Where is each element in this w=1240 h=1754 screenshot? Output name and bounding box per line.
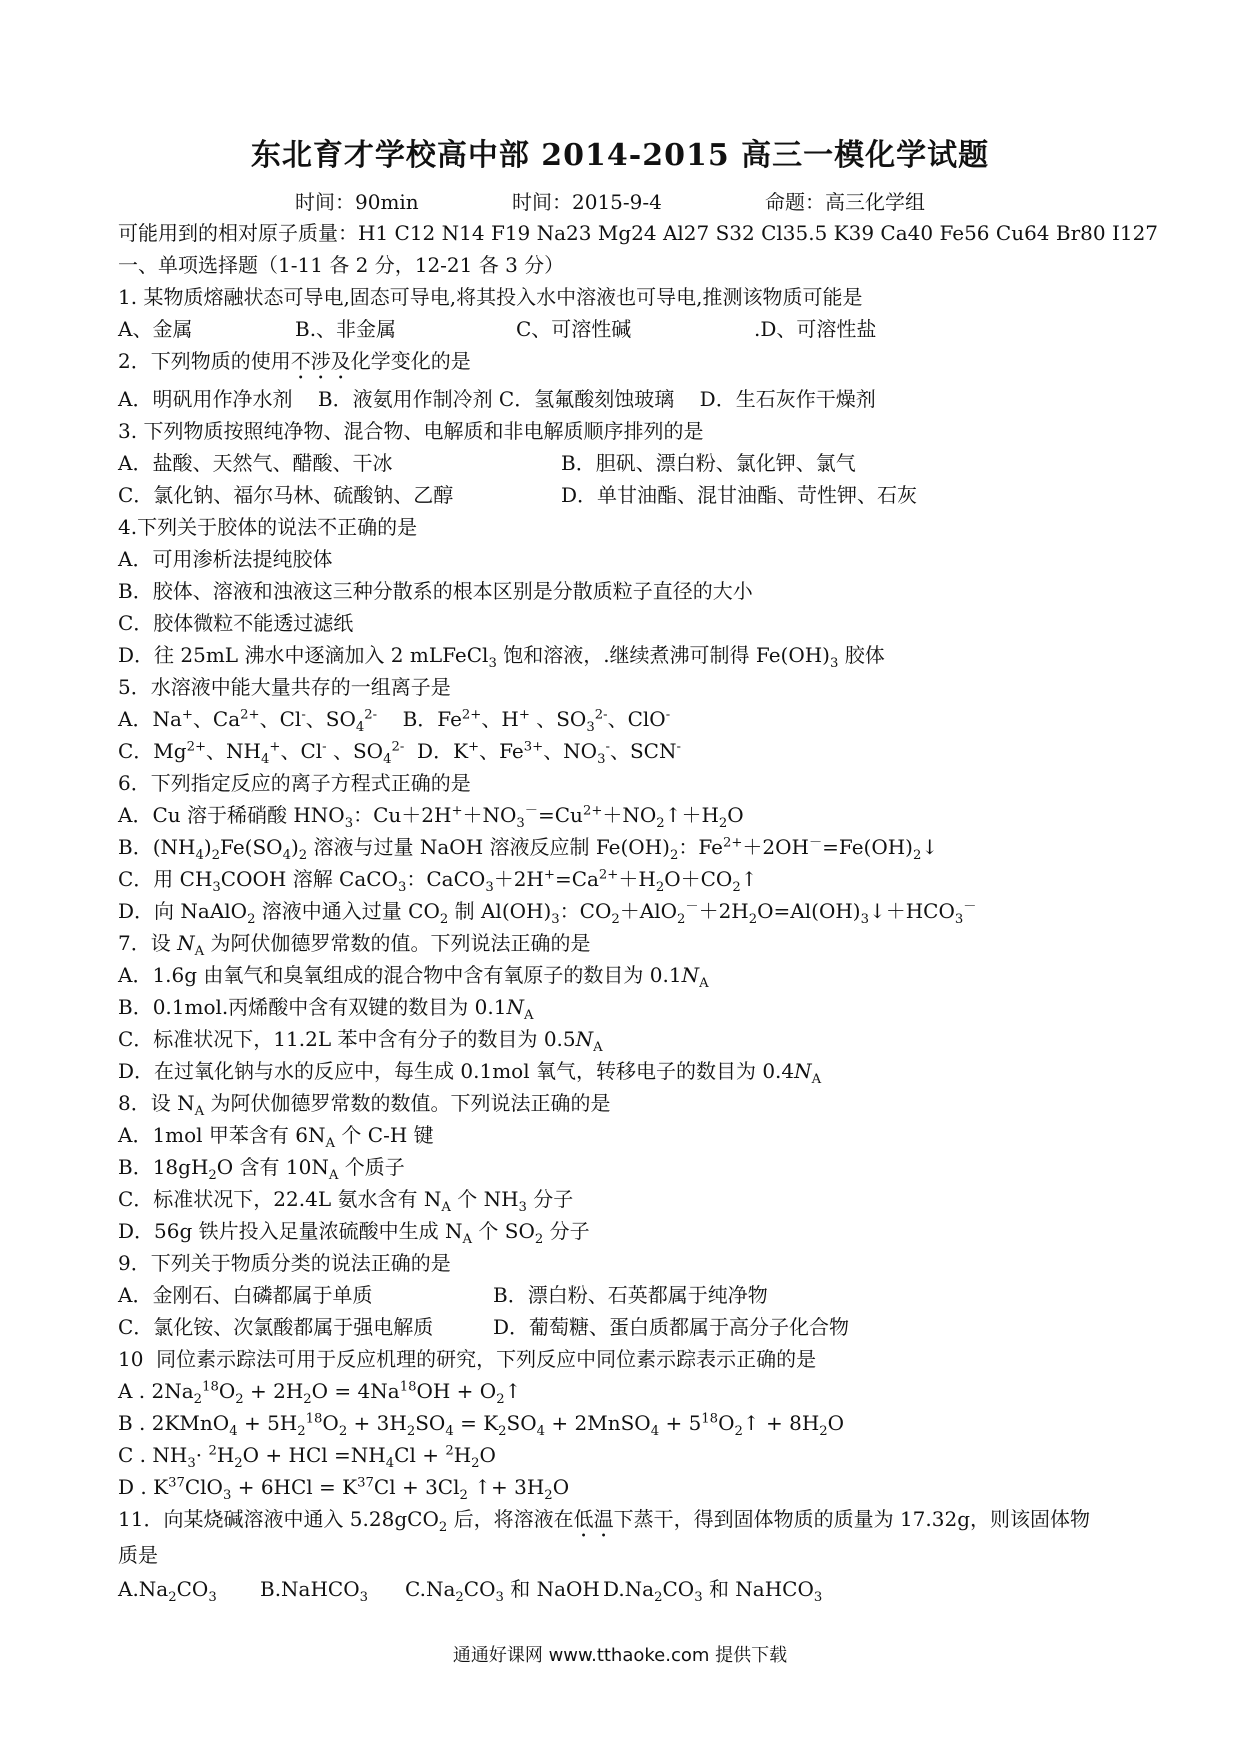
question-10-option-d: D . $K^{37}ClO_3 + 6HCl = K^{37}Cl + 3Cl_2$ ↑+ $3H_2O$ bbox=[118, 1475, 570, 1503]
question-10-option-b: B . 2KMnO$_4$ + $5H_2^{18}O_2 + 3H_2SO_4 = K_2SO_4$ + 2MnSO$_4$ + $5^{18}O_2↑ + 8H_2O$ bbox=[118, 1411, 845, 1439]
question-10-option-a: A . $2Na_2^{18}O_2 + 2H_2O = 4Na^{18}OH$ + $O_2↑$ bbox=[118, 1379, 522, 1407]
question-6: 6．下列指定反应的离子方程式正确的是 bbox=[118, 771, 471, 795]
question-4-option-c: C．胶体微粒不能透过滤纸 bbox=[118, 611, 354, 635]
question-1: 1. 某物质熔融状态可导电,固态可导电,将其投入水中溶液也可导电,推测该物质可能是 bbox=[118, 285, 863, 309]
question-2-options: A．明矾用作净水剂 B．液氨用作制冷剂 C．氢氟酸刻蚀玻璃 D．生石灰作干燥剂 bbox=[118, 387, 876, 411]
question-6-option-b: B．$(NH_4)_2Fe(SO_4)_2$ 溶液与过量 NaOH 溶液反应制 $Fe(OH)_2$：$Fe^{2+}+2OH^-=Fe(OH)_2↓$ bbox=[118, 835, 939, 863]
section-heading: 一、单项选择题（1-11 各 2 分，12-21 各 3 分） bbox=[118, 253, 565, 277]
question-2: 2．下列物质的使用不涉及化学变化的是 bbox=[118, 349, 471, 373]
question-4-option-b: B．胶体、溶液和浊液这三种分散系的根本区别是分散质粒子直径的大小 bbox=[118, 579, 753, 603]
question-8-option-b: B．$18gH_2O$ 含有 $10N_A$ 个质子 bbox=[118, 1155, 405, 1183]
atomic-masses: 可能用到的相对原子质量：H1 C12 N14 F19 Na23 Mg24 Al27 S32 Cl35.5 K39 Ca40 Fe56 Cu64 Br80 I127 bbox=[118, 221, 1159, 245]
question-7-option-b: B．0.1mol.丙烯酸中含有双键的数目为 $0.1N_A$ bbox=[118, 995, 534, 1023]
question-5: 5．水溶液中能大量共存的一组离子是 bbox=[118, 675, 451, 699]
question-4: 4.下列关于胶体的说法不正确的是 bbox=[118, 515, 418, 539]
question-7-option-d: D．在过氧化钠与水的反应中，每生成 0.1mol 氧气，转移电子的数目为 $0.4N_A$ bbox=[118, 1059, 822, 1087]
question-6-option-c: C．用 $CH_3COOH$ 溶解 CaCO$_3$：$CaCO_3+2H^+=Ca^{2+}+H_2O+CO_2↑$ bbox=[118, 867, 758, 895]
question-6-option-a: A．Cu 溶于稀硝酸 $HNO_3$：$Cu+2H^++NO_3^-=Cu^{2+}+NO_2↑+H_2O$ bbox=[118, 803, 744, 831]
question-5-options-ab: A．Na+、$Ca^{2+}$、Cl-、$SO_4^{2-}$ B．$Fe^{2+}$、H+ 、$SO_3^{2-}$、ClO- bbox=[118, 707, 671, 735]
time-limit: 时间：90min bbox=[295, 190, 419, 214]
question-11: 11．向某烧碱溶液中通入 5.28gCO$_2$ 后，将溶液在低温下蒸干，得到固体物质的质量为 17.32g，则该固体物 bbox=[118, 1507, 1091, 1535]
question-4-option-d: D．往 25mL 沸水中逐滴加入 2 mLFeCl$_3$ 饱和溶液，.继续煮沸可制得 $Fe(OH)_3$ 胶体 bbox=[118, 643, 885, 671]
question-10: 10 同位素示踪法可用于反应机理的研究，下列反应中同位素示踪表示正确的是 bbox=[118, 1347, 817, 1371]
footer-source: 通通好课网 www.tthaoke.com 提供下载 bbox=[452, 1645, 788, 1666]
question-7-option-c: C．标准状况下，11.2L 苯中含有分子的数目为 $0.5N_A$ bbox=[118, 1027, 603, 1055]
question-8-option-a: A．1mol 甲苯含有 $6N_A$ 个 C-H 键 bbox=[118, 1123, 434, 1151]
question-4-option-a: A．可用渗析法提纯胶体 bbox=[118, 547, 333, 571]
question-8: 8．设 $N_A$ 为阿伏伽德罗常数的数值。下列说法正确的是 bbox=[118, 1091, 611, 1119]
question-6-option-d: D．向 NaAlO$_2$ 溶液中通入过量 $CO_2$ 制 $Al(OH)_3$：$CO_2+AlO_2^-+2H_2O=Al(OH)_3↓+HCO_3^-$ bbox=[118, 899, 977, 927]
question-10-option-c: C . $NH_3\cdot ^2H_2O$ + HCl $=NH_4Cl + ^2H_2O$ bbox=[118, 1443, 496, 1471]
question-8-option-c: C．标准状况下，22.4L 氨水含有 $N_A$ 个 $NH_3$ 分子 bbox=[118, 1187, 574, 1215]
question-3: 3. 下列物质按照纯净物、混合物、电解质和非电解质顺序排列的是 bbox=[118, 419, 704, 443]
question-7: 7．设 $N_A$ 为阿伏伽德罗常数的值。下列说法正确的是 bbox=[118, 931, 591, 959]
question-8-option-d: D．56g 铁片投入足量浓硫酸中生成 $N_A$ 个 $SO_2$ 分子 bbox=[118, 1219, 590, 1247]
exam-date: 时间：2015-9-4 bbox=[512, 190, 662, 214]
question-9: 9．下列关于物质分类的说法正确的是 bbox=[118, 1251, 451, 1275]
exam-page: 东北育才学校高中部 2014-2015 高三一模化学试题 时间：90min 时间：2015-9-4 命题：高三化学组 可能用到的相对原子质量：H1 C12 N14 F19 Na23 Mg24 Al27 S32 Cl35.5 K39 Ca40 Fe56 Cu64 Br80 I127 一、单项选择题（1-11 各 2 分，12-21 各 3 分） 1. 某物质熔融状态可导电,固态可导电,将其投入水中溶液也可导电,推测该物质可能是 A、金属 B.、非金属 C、可溶性碱 .D、可溶性盐 2．下列物质的使用不涉及化学变化的是 A．明矾用作净水剂 B．液氨用作制冷剂 C．氢氟酸刻蚀玻璃 D．生石灰作干燥剂 3. 下列物质按照纯净物、混合物、电解质和非电解质顺序排列的是 A．盐酸、天然气、醋酸、干冰 B．胆矾、漂白粉、氯化钾、氯气 C．氯化钠、福尔马林、硫酸钠、乙醇 D．单甘油酯、混甘油酯、苛性钾、石灰 4.下列关于胶体的说法不正确的是 A．可用渗析法提纯胶体 B．胶体、溶液和浊液这三种分散系的根本区别是分散质粒子直径的大小 C．胶体微粒不能透过滤纸 D．往 25mL 沸水中逐滴加入 2 mLFeCl$_3$ 饱和溶液，.继续煮沸可制得 $Fe(OH)_3$ 胶体 5．水溶液中能大量共存的一组离子是 A．Na+、$Ca^{2+}$、Cl-、$SO_4^{2-}$ B．$Fe^{2+}$、H+ 、$SO_3^{2-}$、ClO- C．$Mg^{2+}$、$NH_4^+$、Cl- 、$SO_4^{2-}$ D．K+、$Fe^{3+}$、$NO_3^-$、SCN- 6．下列指定反应的离子方程式正确的是 A．Cu 溶于稀硝酸 $HNO_3$：$Cu+2H^++NO_3^-=Cu^{2+}+NO_2↑+H_2O$ B．$(NH_4)_2Fe(SO_4)_2$ 溶液与过量 NaOH 溶液反应制 $Fe(OH)_2$：$Fe^{2+}+2OH^-=Fe(OH)_2↓$ C．用 $CH_3COOH$ 溶解 CaCO$_3$：$CaCO_3+2H^+=Ca^{2+}+H_2O+CO_2↑$ D．向 NaAlO$_2$ 溶液中通入过量 $CO_2$ 制 $Al(OH)_3$：$CO_2+AlO_2^-+2H_2O=Al(OH)_3↓+HCO_3^-$ 7．设 $N_A$ 为阿伏伽德罗常数的值。下列说法正确的是 A．1.6g 由氧气和臭氧组成的混合物中含有氧原子的数目为 $0.1N_A$ B．0.1mol.丙烯酸中含有双键的数目为 $0.1N_A$ C．标准状况下，11.2L 苯中含有分子的数目为 $0.5N_A$ D．在过氧化钠与水的反应中，每生成 0.1mol 氧气，转移电子的数目为 $0.4N_A$ 8．设 $N_A$ 为阿伏伽德罗常数的数值。下列说法正确的是 A．1mol 甲苯含有 $6N_A$ 个 C-H 键 B．$18gH_2O$ 含有 $10N_A$ 个质子 C．标准状况下，22.4L 氨水含有 $N_A$ 个 $NH_3$ 分子 D．56g 铁片投入足量浓硫酸中生成 $N_A$ 个 $SO_2$ 分子 9．下列关于物质分类的说法正确的是 A．金刚石、白磷都属于单质 B．漂白粉、石英都属于纯净物 C．氯化铵、次氯酸都属于强电解质 D．葡萄糖、蛋白质都属于高分子化合物 10 同位素示踪法可用于反应机理的研究，下列反应中同位素示踪表示正确的是 A . $2Na_2^{18}O_2 + 2H_2O = 4Na^{18}OH$ + $O_2↑$ B . 2KMnO$_4$ + $5H_2^{18}O_2 + 3H_2SO_4 = K_2SO_4$ + 2MnSO$_4$ + $5^{18}O_2↑ + 8H_2O$ C . $NH_3\cdot ^2H_2O$ + HCl $=NH_4Cl + ^2H_2O$ D . $K^{37}ClO_3 + 6HCl = K^{37}Cl + 3Cl_2$ ↑+ $3H_2O$ 11．向某烧碱溶液中通入 5.28gCO$_2$ 后，将溶液在低温下蒸干，得到固体物质的质量为 17.32g，则该固体物 质是 $A.Na_2CO_3$ B.NaHCO$_3$ $C.Na_2CO_3$ 和 NaOH $D.Na_2CO_3$ 和 NaHCO$_3$ 通通好课网 www.tthaoke.com 提供下载 bbox=[0, 0, 1240, 1754]
exam-title: 东北育才学校高中部 2014-2015 高三一模化学试题 bbox=[250, 138, 990, 173]
question-5-options-cd: C．$Mg^{2+}$、$NH_4^+$、Cl- 、$SO_4^{2-}$ D．K+、$Fe^{3+}$、$NO_3^-$、SCN- bbox=[118, 739, 681, 767]
question-7-option-a: A．1.6g 由氧气和臭氧组成的混合物中含有氧原子的数目为 $0.1N_A$ bbox=[118, 963, 709, 991]
exam-author: 命题：高三化学组 bbox=[765, 190, 925, 214]
question-11-cont: 质是 bbox=[118, 1543, 158, 1567]
